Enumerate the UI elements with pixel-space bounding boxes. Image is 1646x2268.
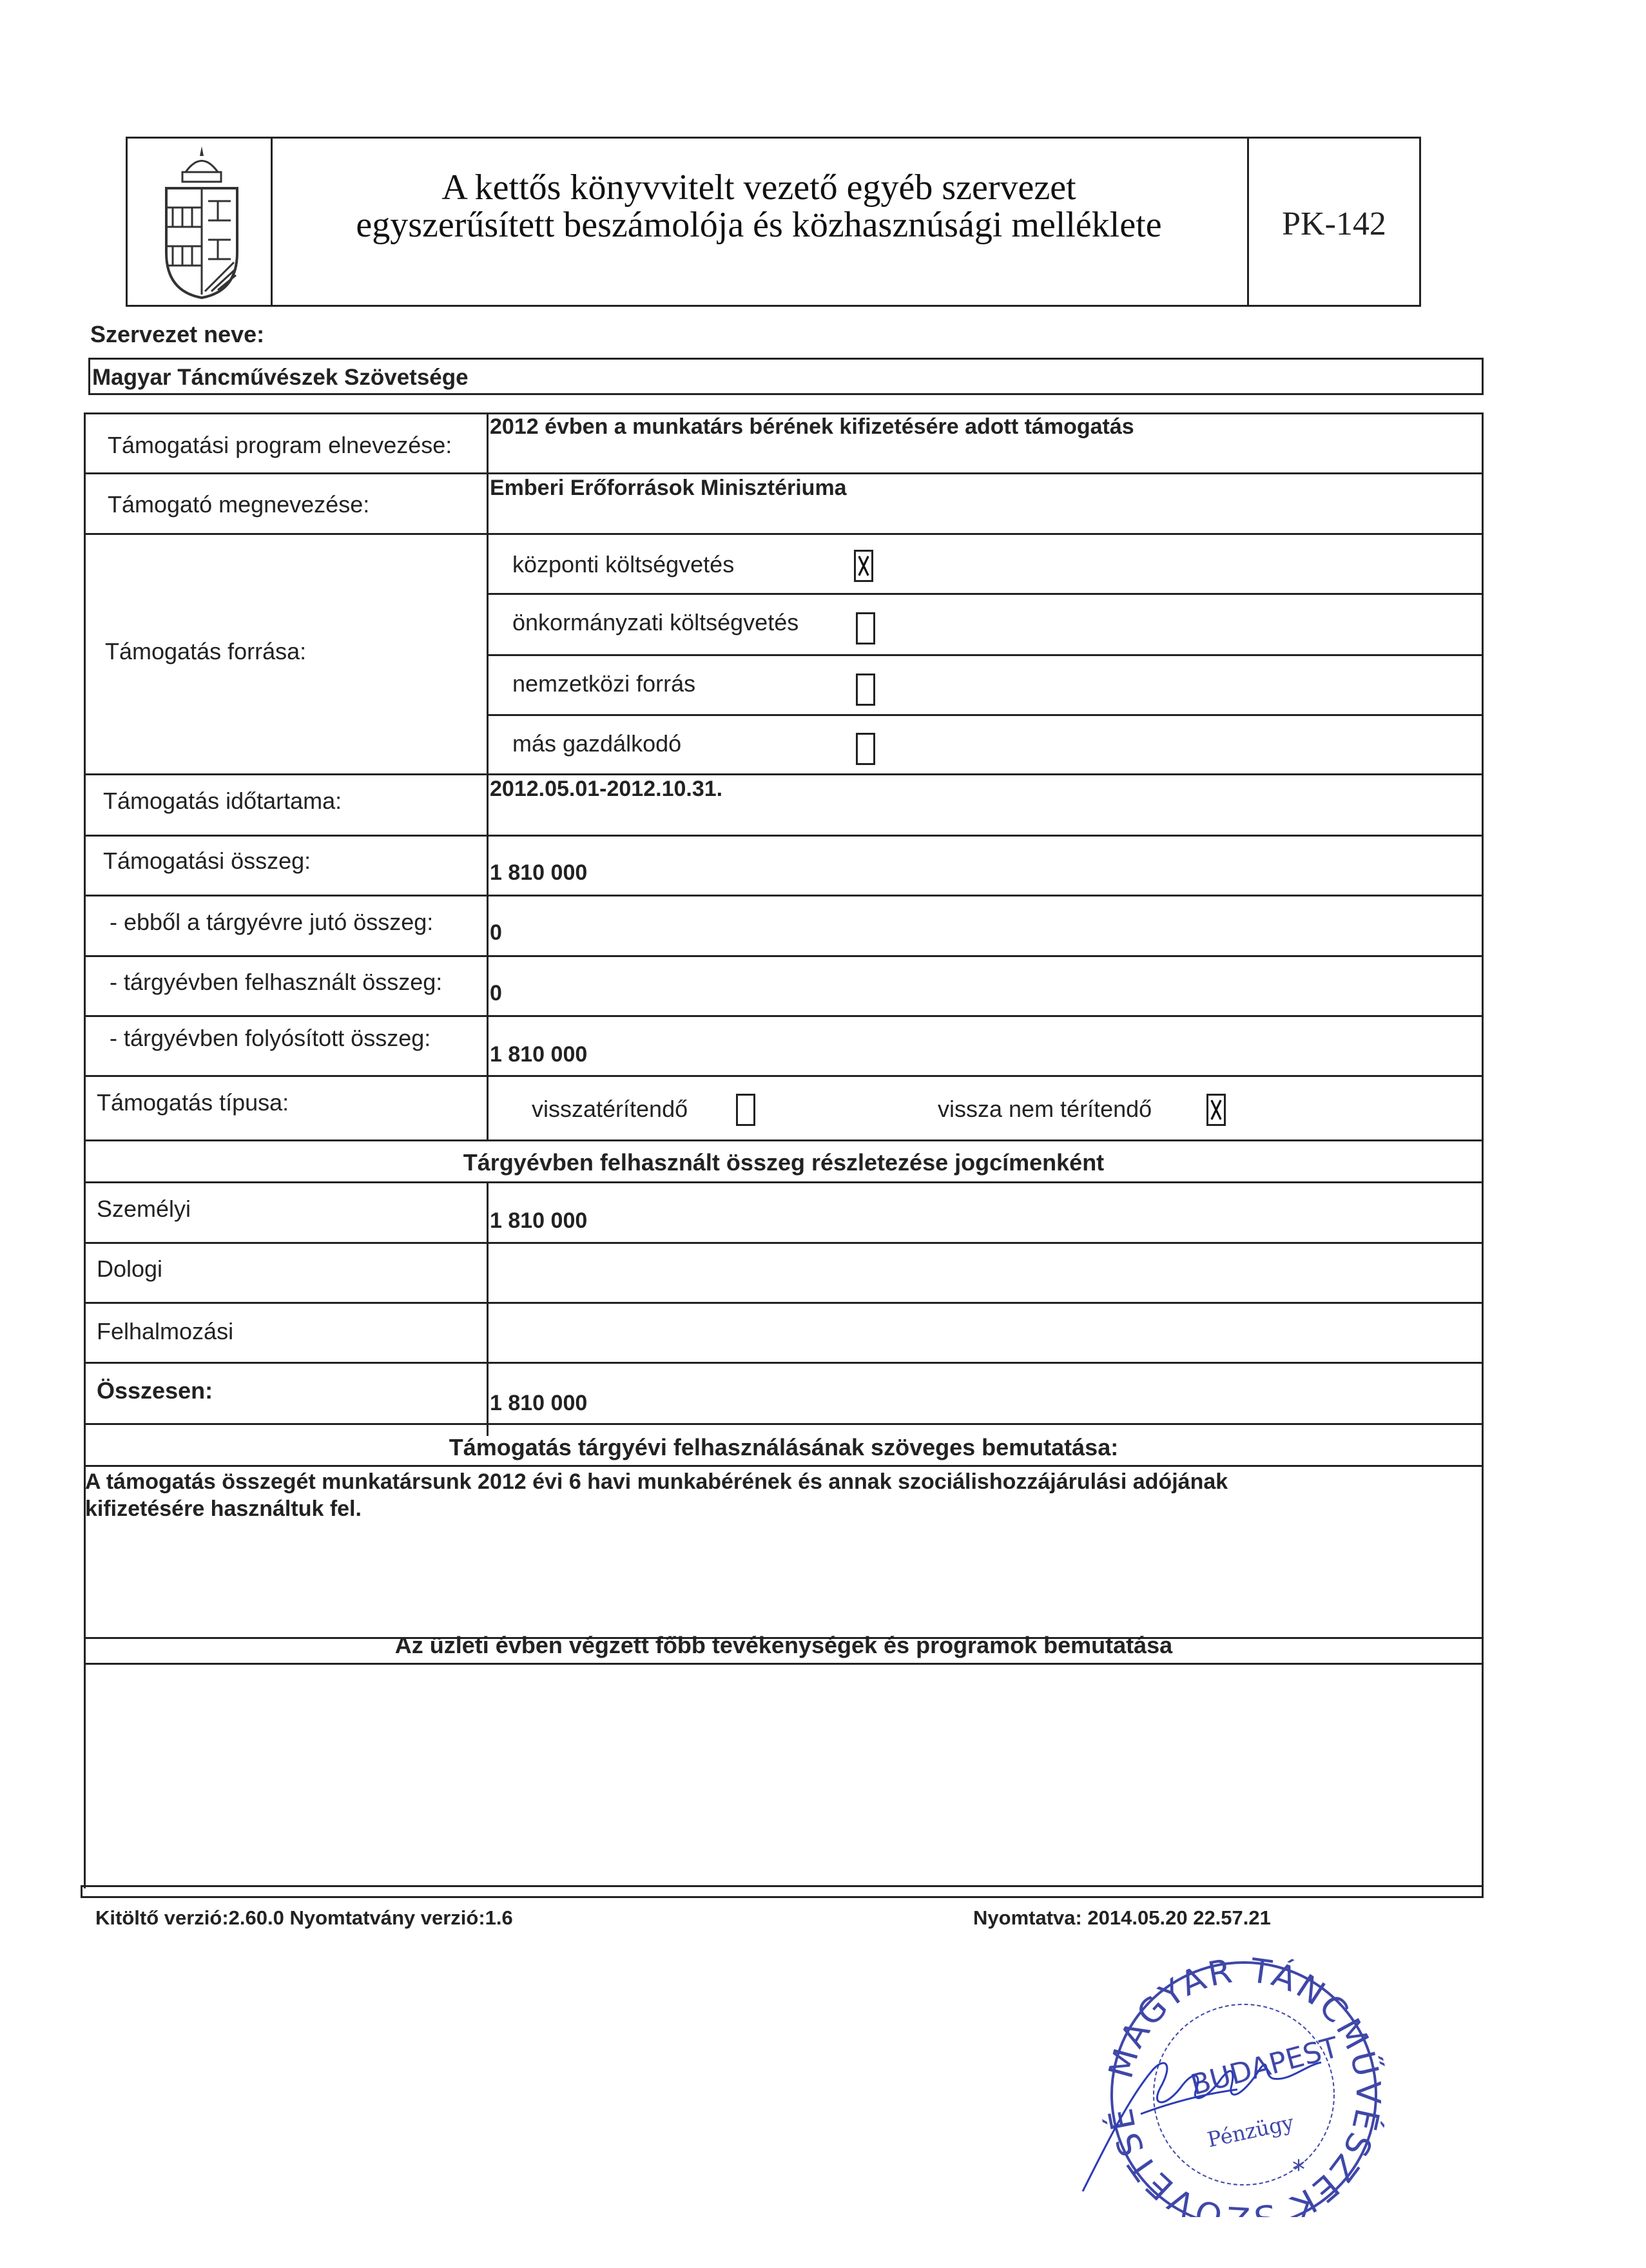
duration-label: Támogatás időtartama:	[103, 788, 342, 814]
description-text-line1: A támogatás összegét munkatársunk 2012 évi 6 havi munkabérének és annak szociálishozzájárulási adójának	[85, 1469, 1228, 1494]
organization-value: Magyar Táncművészek Szövetsége	[92, 365, 469, 390]
program-name-value: 2012 évben a munkatárs bérének kifizetésére adott támogatás	[490, 414, 1134, 439]
duration-value: 2012.05.01-2012.10.31.	[490, 777, 723, 801]
svg-text:*: *	[1292, 2155, 1305, 2185]
row-line	[84, 1423, 1484, 1425]
footer-printed: Nyomtatva: 2014.05.20 22.57.21	[973, 1906, 1271, 1929]
activities-heading: Az üzleti évben végzett főbb tevékenységek és programok bemutatása	[394, 1632, 1173, 1658]
type-nonrefundable-checkbox[interactable]	[1206, 1094, 1226, 1126]
organization-label: Szervezet neve:	[90, 321, 265, 347]
source-international-checkbox[interactable]	[856, 674, 875, 706]
row-line	[84, 1015, 1484, 1017]
description-text-line2: kifizetésére használtuk fel.	[85, 1497, 362, 1521]
program-name-label: Támogatási program elnevezése:	[108, 432, 452, 458]
row-line	[84, 1465, 1484, 1467]
form-title-line1: A kettős könyvvitelt vezető egyéb szervezet	[441, 168, 1076, 208]
row-line	[84, 472, 1484, 474]
type-refundable-label: visszatérítendő	[532, 1096, 688, 1122]
source-option-international: nemzetközi forrás	[512, 670, 696, 697]
row-line	[84, 1242, 1484, 1244]
breakdown-heading: Tárgyévben felhasznált összeg részletezése jogcímenként	[463, 1149, 1105, 1176]
breakdown-row-label: Dologi	[97, 1255, 163, 1282]
row-line	[84, 1075, 1484, 1077]
description-heading: Támogatás tárgyévi felhasználásának szöveges bemutatása:	[449, 1434, 1119, 1460]
form-title-line2: egyszerűsített beszámolója és közhasznúsági melléklete	[356, 205, 1162, 245]
row-line	[487, 714, 1484, 716]
source-other-business-checkbox[interactable]	[856, 733, 875, 765]
row-line	[84, 955, 1484, 957]
footer-version: Kitöltő verzió:2.60.0 Nyomtatvány verzió:1.6	[95, 1906, 513, 1929]
current-year-amount-label: - ebből a tárgyévre jutó összeg:	[110, 909, 434, 935]
row-line	[84, 773, 1484, 775]
grantor-value: Emberi Erőforrások Minisztériuma	[490, 476, 847, 500]
stamp-ring-text: MAGYAR TÁNCMŰVÉSZEK S ÖVETSÉ	[1101, 1951, 1388, 2217]
row-line	[84, 533, 1484, 535]
row-line	[84, 835, 1484, 837]
type-label: Támogatás típusa:	[97, 1089, 289, 1116]
stamp-city: BUDAPEST	[1187, 2031, 1342, 2102]
amount-value: 1 810 000	[490, 860, 588, 885]
current-year-amount-value: 0	[490, 920, 502, 945]
grantor-label: Támogató megnevezése:	[108, 491, 370, 518]
row-line	[487, 593, 1484, 595]
source-option-central: központi költségvetés	[512, 551, 735, 577]
breakdown-row-label: Személyi	[97, 1196, 191, 1222]
coat-of-arms-logo	[153, 143, 250, 301]
form-title	[277, 169, 1241, 244]
row-line	[84, 1362, 1484, 1364]
disbursed-amount-value: 1 810 000	[490, 1042, 588, 1067]
total-label: Összesen:	[97, 1377, 213, 1404]
used-amount-label: - tárgyévben felhasznált összeg:	[110, 969, 443, 995]
row-line	[84, 1139, 1484, 1141]
organization-stamp	[1070, 1946, 1431, 2217]
type-nonrefundable-label: vissza nem térítendő	[938, 1096, 1152, 1122]
row-line	[84, 1181, 1484, 1183]
column-divider	[487, 412, 489, 1141]
activities-text-area	[86, 1665, 1482, 1884]
header-divider-left	[271, 137, 273, 307]
row-line	[84, 1302, 1484, 1304]
amount-label: Támogatási összeg:	[103, 848, 311, 874]
breakdown-row-value: 1 810 000	[490, 1208, 588, 1233]
breakdown-row-label: Felhalmozási	[97, 1318, 234, 1344]
source-label: Támogatás forrása:	[105, 638, 307, 664]
source-option-other-business: más gazdálkodó	[512, 730, 682, 757]
column-divider-breakdown	[487, 1181, 489, 1436]
row-line	[487, 654, 1484, 656]
total-value: 1 810 000	[490, 1391, 588, 1415]
used-amount-value: 0	[490, 981, 502, 1005]
source-municipal-checkbox[interactable]	[856, 612, 875, 645]
footer-box	[81, 1885, 1484, 1898]
source-central-checkbox[interactable]	[854, 550, 873, 582]
source-option-municipal: önkormányzati költségvetés	[512, 609, 799, 635]
type-refundable-checkbox[interactable]	[736, 1094, 755, 1126]
x-mark-icon	[856, 552, 871, 580]
form-code: PK-142	[1282, 206, 1386, 242]
stamp-inner-text: Pénzügy	[1205, 2109, 1296, 2153]
disbursed-amount-label: - tárgyévben folyósított összeg:	[110, 1025, 431, 1051]
row-line	[84, 895, 1484, 897]
x-mark-icon	[1208, 1096, 1224, 1124]
